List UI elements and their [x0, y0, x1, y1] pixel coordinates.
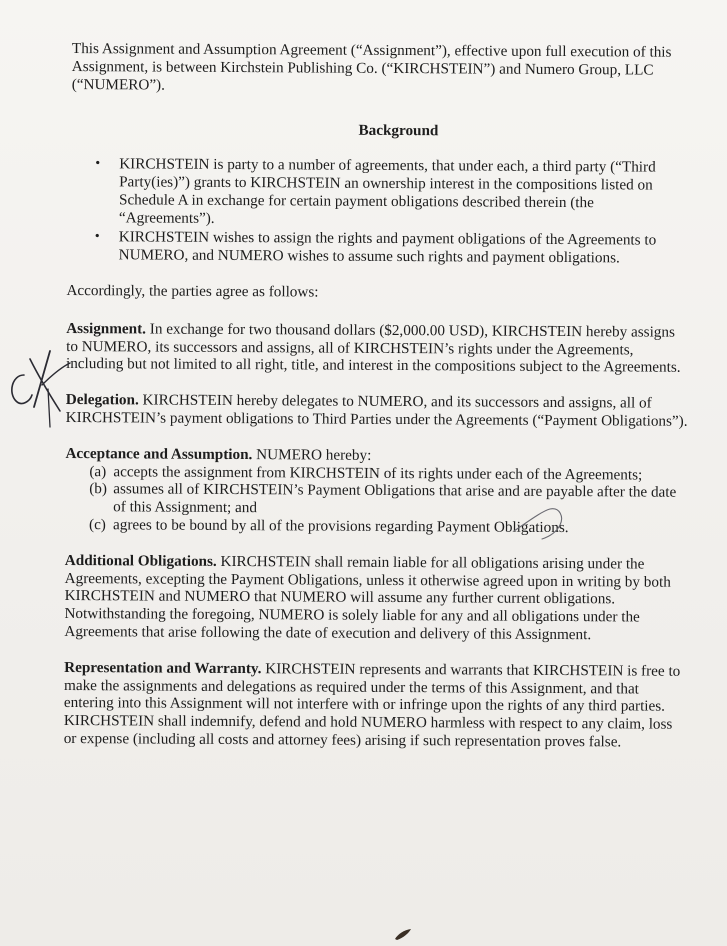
- document-body: [64, 40, 690, 769]
- bullet-icon: •: [94, 229, 100, 245]
- item-text: agrees to be bound by all of the provisions regarding Payment Obligations.: [112, 516, 569, 537]
- delegation-section: [66, 391, 688, 430]
- additional-obligations-section: [64, 552, 687, 645]
- list-item: [89, 480, 687, 519]
- delegation-title: Delegation.: [65, 391, 139, 409]
- delegation-text: KIRCHSTEIN hereby delegates to NUMERO, and its successors and assigns, all of KIRCHSTEIN’s payment obligations to Third Parties under the Agreements (“Payment Obligations”).: [65, 391, 688, 430]
- item-marker: (b): [89, 480, 108, 498]
- assignment-title: Assignment.: [66, 319, 147, 338]
- handwritten-initials-mark: [4, 345, 74, 429]
- bullet-text: KIRCHSTEIN wishes to assign the rights and payment obligations of the Agreements to NUMERO, and NUMERO wishes to assume such rights and payment obligations.: [118, 228, 657, 267]
- item-text: accepts the assignment from KIRCHSTEIN of its rights under each of the Agreements;: [113, 462, 643, 484]
- assignment-text: In exchange for two thousand dollars ($2,000.00 USD), KIRCHSTEIN hereby assigns to NUMERO, its successors and assigns, all of KIRCHSTEIN’s rights under the Agreements, including but not limited to all right, title, and interest in the compositions subject to the Agreements.: [65, 320, 681, 377]
- representation-text: KIRCHSTEIN represents and warrants that KIRCHSTEIN is free to make the assignments and delegations as required under the terms of this Assignment, and that entering into this Assignment will not interfere with or infringe upon the rights of any third parties. KIRCHSTEIN shall indemnify, defend and hold NUMERO harmless with respect to any claim, loss or expense (including all costs and attorney fees) arising if such representation proves false.: [63, 659, 681, 751]
- item-text: assumes all of KIRCHSTEIN’s Payment Obligations that arise and are payable after the date of this Assignment; and: [113, 480, 677, 517]
- item-marker: (c): [88, 516, 106, 534]
- acceptance-section: [65, 445, 688, 538]
- representation-title: Representation and Warranty.: [64, 658, 262, 677]
- additional-text: KIRCHSTEIN shall remain liable for all obligations arising under the Agreements, excepting the Payment Obligations, unless it otherwise agreed upon in writing by both KIRCHSTEIN and NUMERO that NUMERO will assume any further current obligations. Notwithstanding the foregoing, NUMERO is solely liable for any and all obligations under the Agreements that arise following the date of execution and delivery of this Assignment.: [64, 552, 671, 644]
- list-item: [95, 155, 689, 230]
- acceptance-list: [65, 463, 687, 538]
- list-item: [95, 229, 689, 268]
- acceptance-title: Acceptance and Assumption.: [65, 444, 253, 463]
- representation-section: [64, 659, 687, 752]
- item-marker: (a): [89, 462, 107, 480]
- background-list: [67, 155, 690, 268]
- ink-blot-mark: [392, 926, 414, 942]
- background-heading: Background: [358, 122, 439, 140]
- acceptance-text: NUMERO hereby:: [252, 445, 372, 464]
- bullet-text: KIRCHSTEIN is party to a number of agreements, that under each, a third party (“Third Party(ies)”) grants to KIRCHSTEIN an ownership interest in the compositions listed on Schedule A in exchange for certain payment obligations described therein (the “Agreements”).: [118, 155, 656, 227]
- accordingly-line: Accordingly, the parties agree as follows:: [66, 281, 319, 301]
- list-item: [89, 516, 687, 537]
- pen-check-mark: [508, 505, 568, 543]
- intro-paragraph: This Assignment and Assumption Agreement (“Assignment”), effective upon full execution of this Assignment, is between Kirchstein Publishing Co. (“KIRCHSTEIN”) and Numero Group, LLC (“NUMERO”).: [71, 40, 672, 94]
- assignment-section: [66, 320, 688, 377]
- bullet-icon: •: [95, 156, 101, 172]
- additional-title: Additional Obligations.: [64, 551, 217, 570]
